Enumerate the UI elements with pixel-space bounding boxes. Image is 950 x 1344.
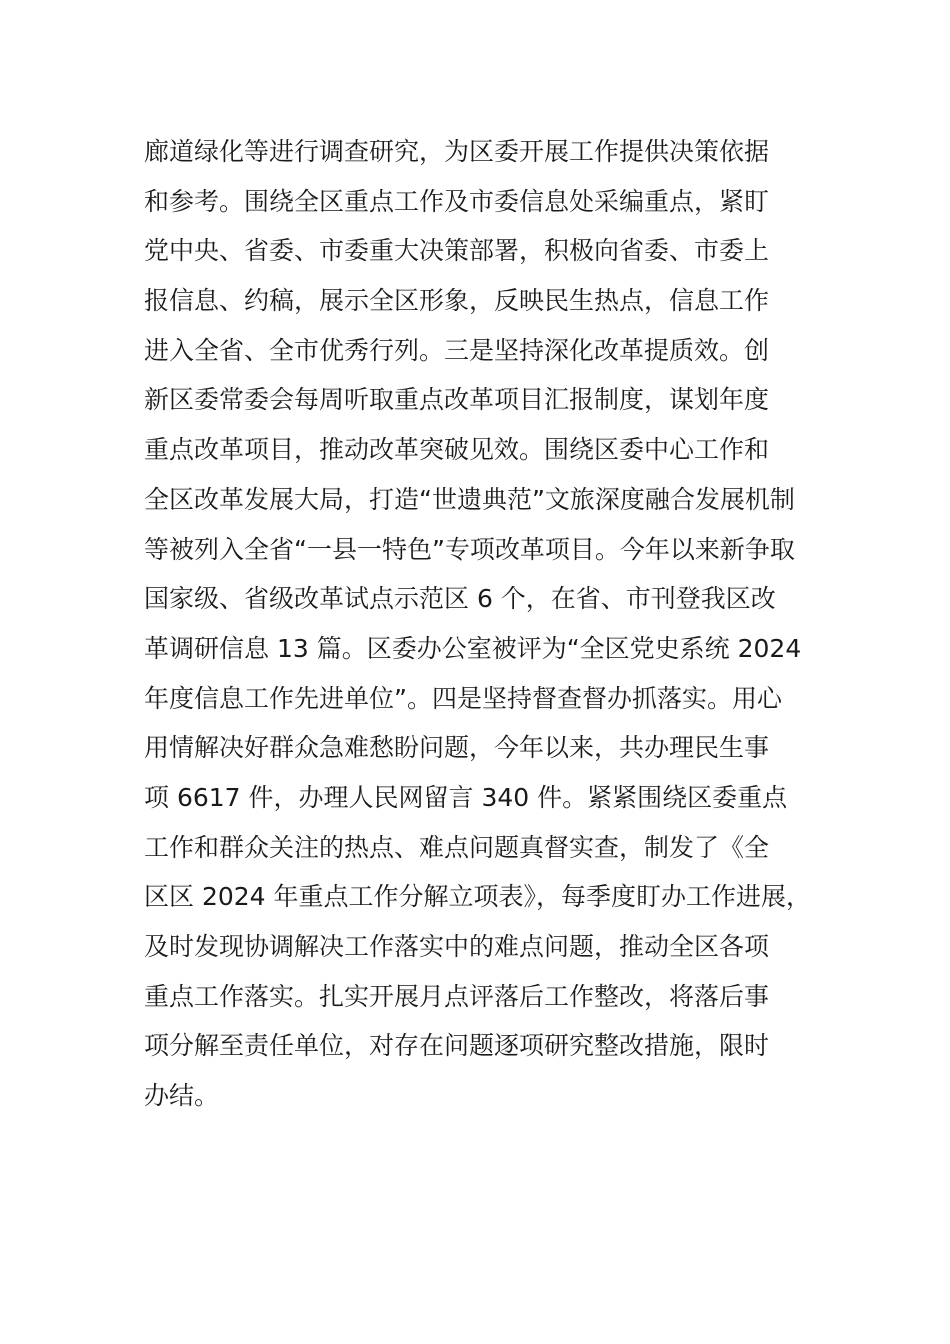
paragraph-line: 重点工作落实。扎实开展月点评落后工作整改，将落后事 [144,981,770,1011]
paragraph-line: 进入全省、全市优秀行列。三是坚持深化改革提质效。创 [144,335,770,365]
paragraph-line: 全区改革发展大局，打造“世遗典范”文旅深度融合发展机制 [144,484,795,514]
paragraph-line: 党中央、省委、市委重大决策部署，积极向省委、市委上 [144,236,770,266]
paragraph-line: 报信息、约稿，展示全区形象，反映民生热点，信息工作 [144,286,770,316]
paragraph-line: 项分解至责任单位，对存在问题逐项研究整改措施，限时 [144,1031,770,1061]
paragraph-line: 国家级、省级改革试点示范区 6 个，在省、市刊登我区改 [144,584,776,614]
paragraph-line: 新区委常委会每周听取重点改革项目汇报制度，谋划年度 [144,385,770,415]
paragraph-line: 办结。 [144,1081,220,1111]
paragraph-line: 重点改革项目，推动改革突破见效。围绕区委中心工作和 [144,435,770,465]
paragraph-line: 和参考。围绕全区重点工作及市委信息处采编重点，紧盯 [144,186,770,216]
paragraph-line: 等被列入全省“一县一特色”专项改革项目。今年以来新争取 [144,534,795,564]
paragraph-line: 廊道绿化等进行调查研究，为区委开展工作提供决策依据 [144,137,770,166]
paragraph-line: 项 6617 件，办理人民网留言 340 件。紧紧围绕区委重点 [144,782,788,812]
paragraph-line: 工作和群众关注的热点、难点问题真督实查，制发了《全 [144,832,770,862]
paragraph-line: 革调研信息 13 篇。区委办公室被评为“全区党史系统 2024 [144,633,802,663]
paragraph-line: 年度信息工作先进单位”。四是坚持督查督办抓落实。用心 [144,683,782,713]
paragraph-line: 区区 2024 年重点工作分解立项表》，每季度盯办工作进展， [144,882,812,912]
paragraph-line: 用情解决好群众急难愁盼问题，今年以来，共办理民生事 [144,733,770,763]
paragraph-line: 及时发现协调解决工作落实中的难点问题，推动全区各项 [144,932,770,961]
body-paragraph [144,127,844,1121]
